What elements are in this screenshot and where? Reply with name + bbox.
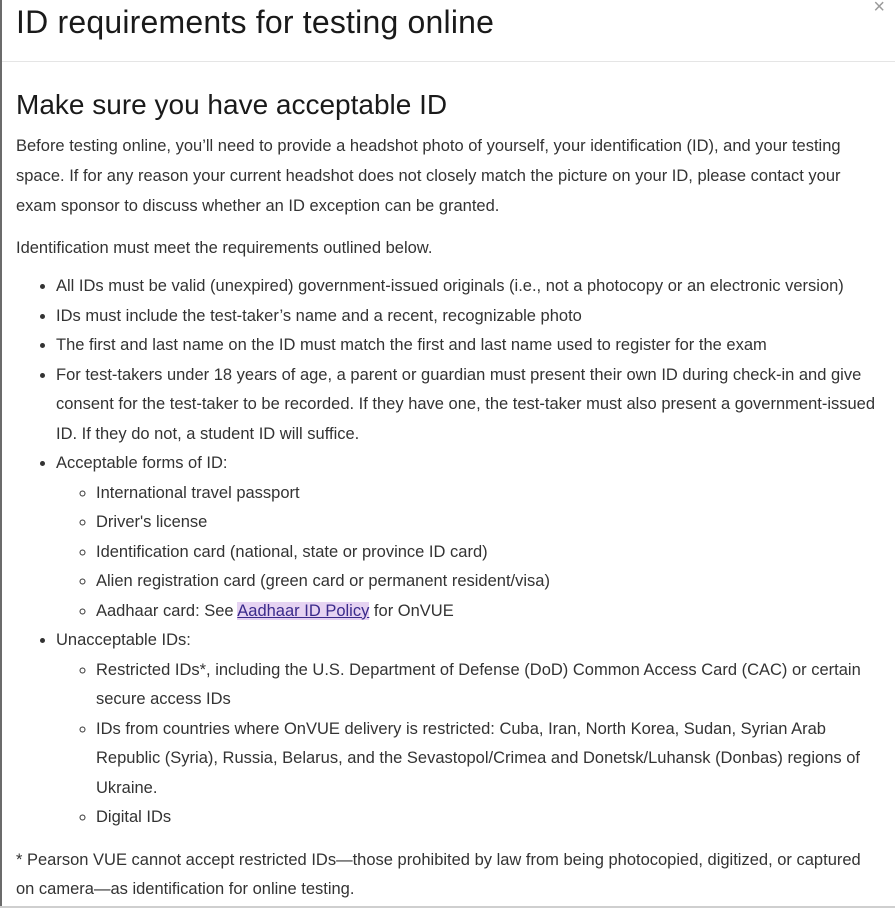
acceptable-ids-list bbox=[56, 479, 881, 627]
unacceptable-ids-label: Unacceptable IDs: bbox=[56, 631, 191, 649]
modal-body bbox=[2, 87, 895, 904]
list-item: ◦ Restricted IDs*, including the U.S. Department of Defense (DoD) Common Access Card (CAC) or certain secure access IDs bbox=[96, 656, 881, 715]
list-item: ◦ IDs from countries where OnVUE delivery is restricted: Cuba, Iran, North Korea, Sudan, Syrian Arab Republic (Syria), Russia, Belarus, and the Sevastopol/Crimea and Donetsk/Luhansk (Donbas) regions of Ukraine. bbox=[96, 715, 881, 804]
unacceptable-ids-item bbox=[56, 626, 881, 833]
list-item: ◦ International travel passport bbox=[96, 479, 881, 509]
aadhaar-prefix: Aadhaar card: See bbox=[96, 601, 238, 620]
aadhaar-policy-link[interactable]: Aadhaar ID Policy bbox=[237, 601, 370, 620]
unacceptable-ids-list bbox=[56, 656, 881, 833]
modal-title: ID requirements for testing online bbox=[16, 4, 495, 40]
close-icon[interactable]: × bbox=[873, 0, 885, 18]
list-item: • The first and last name on the ID must match the first and last name used to register for the exam bbox=[56, 331, 881, 361]
list-item-aadhaar bbox=[96, 597, 881, 627]
list-item: • All IDs must be valid (unexpired) government-issued originals (i.e., not a photocopy or an electronic version) bbox=[56, 272, 881, 302]
list-item: • For test-takers under 18 years of age, a parent or guardian must present their own ID during check-in and give consent for the test-taker to be recorded. If they have one, the test-taker must also present a government-issued ID. If they do not, a student ID will suffice. bbox=[56, 361, 881, 450]
acceptable-ids-label: Acceptable forms of ID: bbox=[56, 454, 228, 472]
aadhaar-suffix: for OnVUE bbox=[369, 601, 454, 620]
id-requirements-modal bbox=[2, 0, 895, 906]
section-heading: Make sure you have acceptable ID bbox=[16, 89, 448, 120]
list-item: ◦ Driver's license bbox=[96, 508, 881, 538]
list-item: ◦ Digital IDs bbox=[96, 803, 881, 833]
intro-paragraph: Before testing online, you’ll need to provide a headshot photo of yourself, your identification (ID), and your testing space. If for any reason your current headshot does not closely match the picture on your ID, please contact your exam sponsor to discuss whether an ID exception can be granted. bbox=[16, 137, 841, 215]
list-item: • IDs must include the test-taker’s name and a recent, recognizable photo bbox=[56, 302, 881, 332]
requirements-lead: Identification must meet the requirements outlined below. bbox=[16, 239, 433, 257]
list-item: ◦ Identification card (national, state or province ID card) bbox=[96, 538, 881, 568]
modal-header bbox=[2, 0, 895, 62]
footnote: * Pearson VUE cannot accept restricted IDs—those prohibited by law from being photocopied, digitized, or captured on camera—as identification for online testing. bbox=[16, 850, 861, 898]
list-item: ◦ Alien registration card (green card or permanent resident/visa) bbox=[96, 567, 881, 597]
requirements-list bbox=[16, 272, 881, 833]
acceptable-ids-item bbox=[56, 449, 881, 626]
